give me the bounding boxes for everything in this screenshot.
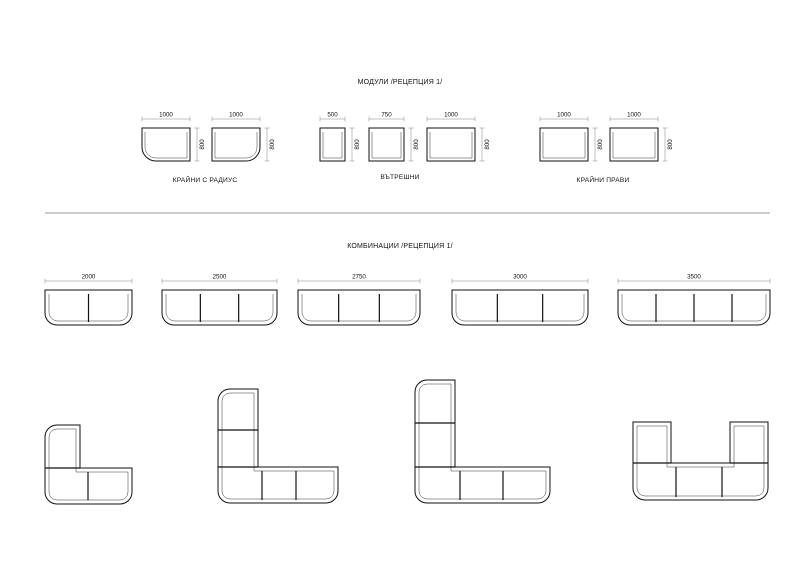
counter-outline (218, 389, 338, 503)
counter-outline (162, 290, 277, 325)
counter-inner-line (613, 132, 655, 158)
combination-u (633, 422, 768, 500)
straight-combinations (45, 274, 770, 326)
counter-inner-line (372, 132, 401, 158)
combination-l-tall (218, 389, 338, 503)
straight-combination (618, 274, 770, 326)
counter-inner-line (166, 294, 273, 321)
module-outline (427, 128, 475, 161)
module-outline (369, 128, 404, 161)
counter-outline (415, 380, 550, 503)
module-outline (540, 128, 588, 161)
dimension-label: 800 (413, 139, 420, 150)
counter-outline (298, 290, 420, 325)
dimension-label: 800 (484, 139, 491, 150)
dimension-label: 3500 (687, 273, 701, 281)
module-group-inner (320, 112, 491, 162)
counter-outline (452, 290, 588, 325)
straight-combination (162, 274, 277, 326)
dimension-label: 750 (381, 111, 392, 119)
module-radius-left (142, 112, 206, 162)
dimension-label: 1000 (627, 111, 641, 119)
counter-inner-line (302, 294, 416, 321)
dimension-label: 1000 (557, 111, 571, 119)
dimension-label: 2500 (212, 273, 227, 281)
module-outline (142, 128, 190, 161)
straight-combination (45, 274, 132, 326)
counter-outline (633, 422, 768, 500)
group-caption-inner: ВЪТРЕШНИ (380, 174, 420, 181)
counter-inner-line (215, 132, 257, 158)
counter-inner-line (419, 384, 546, 499)
dimension-label: 800 (667, 139, 674, 150)
module-outline (212, 128, 260, 161)
straight-combination (298, 274, 420, 326)
module-straight-end (610, 112, 674, 162)
dimension-label: 800 (597, 139, 604, 150)
group-caption-straight-ends: КРАЙНИ ПРАВИ (576, 177, 630, 184)
counter-inner-line (637, 426, 764, 496)
dimension-label: 800 (269, 139, 276, 150)
module-inner-1000 (427, 112, 491, 162)
modules-title: МОДУЛИ /РЕЦЕПЦИЯ 1/ (357, 79, 443, 86)
dimension-label: 2000 (81, 273, 96, 281)
combination-l-tallest (415, 380, 550, 503)
module-group-radius-ends (142, 112, 276, 162)
counter-inner-line (543, 132, 585, 158)
group-caption-radius-ends: КРАЙНИ С РАДИУС (172, 177, 238, 184)
dimension-label: 500 (327, 111, 338, 119)
module-outline (610, 128, 658, 161)
dimension-label: 800 (199, 139, 206, 150)
counter-inner-line (222, 393, 334, 499)
straight-combination (452, 274, 588, 326)
dimension-label: 1000 (444, 111, 458, 119)
counter-inner-line (456, 294, 584, 321)
module-straight-end (540, 112, 604, 162)
module-group-straight-ends (540, 112, 674, 162)
module-inner-500 (320, 112, 361, 162)
dimension-label: 1000 (159, 111, 173, 119)
dimension-label: 2750 (352, 273, 366, 281)
combination-l-short (45, 425, 132, 504)
module-inner-750 (369, 112, 420, 162)
dimension-label: 800 (354, 139, 361, 150)
counter-inner-line (323, 132, 342, 158)
dimension-label: 1000 (229, 111, 243, 119)
counter-inner-line (430, 132, 472, 158)
counter-inner-line (145, 132, 187, 158)
module-outline (320, 128, 345, 161)
dimension-label: 3000 (513, 273, 527, 281)
module-radius-right (212, 112, 276, 162)
combinations-title: КОМБИНАЦИИ /РЕЦЕПЦИЯ 1/ (347, 243, 453, 250)
